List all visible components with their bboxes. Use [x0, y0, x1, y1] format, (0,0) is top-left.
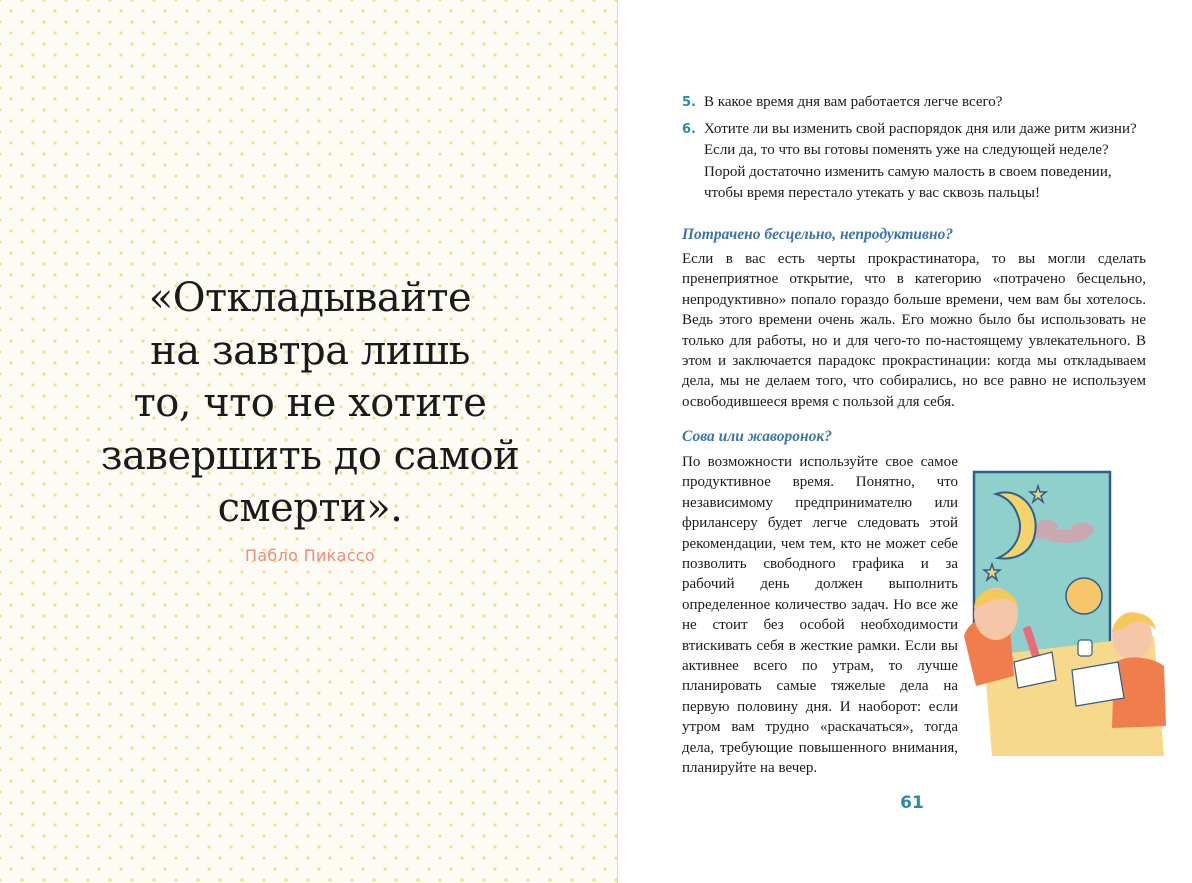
- section-heading: Потрачено бесцельно, непродуктивно?: [682, 226, 954, 243]
- list-text: Хотите ли вы изменить свой распорядок дня или даже ритм жизни? Если да, то что вы готовы поменять уже на следующей неделе? Порой достаточно изменить самую малость в своем поведении, чтобы время перестало утекать у вас сквозь пальцы!: [704, 120, 1137, 201]
- text-page: [618, 0, 1192, 883]
- section-heading: Сова или жаворонок?: [682, 428, 832, 445]
- sun-icon: [1066, 578, 1102, 614]
- section-paragraph: Если в вас есть черты прокрастинатора, то вы могли сделать пренеприятное открытие, что в категорию «потрачено бесцельно, непродуктивно» попало гораздо больше времени, чем вам бы хотелось. Ведь этого времени очень жаль. Его можно было бы использовать не только для работы, но и для чего-то по-настоящему увлекательного. В этом и заключается парадокс прокрастинации: когда мы откладываем дела, мы не делаем того, что собирались, но все равно не используем освободившееся время с пользой для себя.: [682, 251, 1146, 410]
- quote-line: на завтра лишь: [150, 327, 470, 374]
- list-text: В какое время дня вам работается легче всего?: [704, 94, 1003, 110]
- page-number: 61: [900, 793, 924, 813]
- quote: [60, 272, 560, 535]
- quote-line: «Откладывайте: [148, 275, 472, 321]
- quote-author: Пабло Пикассо: [245, 546, 375, 565]
- quote-line: завершить до самой: [100, 432, 520, 479]
- list-item: [682, 92, 1152, 114]
- list-number: 6.: [682, 121, 696, 137]
- question-list: [682, 92, 1152, 210]
- quote-line: то, что не хотите: [133, 380, 487, 426]
- list-number: 5.: [682, 95, 696, 110]
- section-paragraph: По возможности используйте свое самое продуктивное время. Понятно, что независимому предпринимателю или фрилансеру будет легче следовать этой рекомендации, чем тем, кто не может себе позволить свободного графика и за рабочий день должен выполнить определенное количество задач. Но все же не стоит без особой необходимости втискивать себя в жесткие рамки. Если вы активнее всего по утрам, то лучше планировать самые тяжелые дела на первую половину дня. И наоборот: если утром вам трудно «раскачаться», тогда дела, требующие повышенного внимания, планируйте на вечер.: [682, 454, 958, 777]
- list-item: [682, 119, 1152, 205]
- owl-lark-illustration: [954, 466, 1174, 756]
- quote-line: смерти».: [217, 485, 403, 531]
